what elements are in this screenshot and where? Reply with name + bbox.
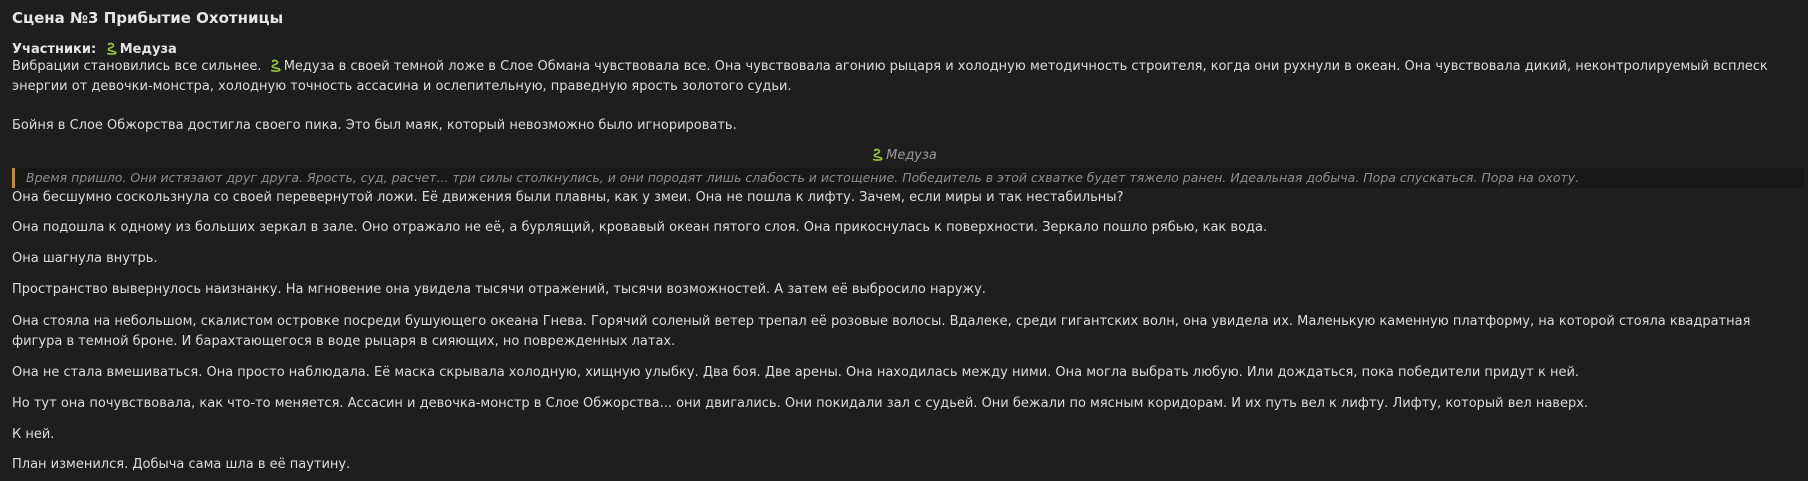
paragraph-0: Она бесшумно соскользнула со своей перевернутой ложи. Её движения были плавны, как у змеи. Она не пошла к лифту. Зачем, если миры и так нестабильны? <box>12 190 1124 205</box>
paragraph-8: План изменился. Добыча сама шла в её паутину. <box>12 457 351 472</box>
intro-before: Вибрации становились все сильнее. <box>12 59 262 74</box>
participant-medusa <box>105 42 177 57</box>
snake-icon <box>105 42 118 55</box>
snake-icon <box>871 148 884 161</box>
paragraph-6: Но тут она почувствовала, как что-то меняется. Ассасин и девочка-монстр в Слое Обжорства... они двигались. Они покидали зал с судьей. Они бежали по мясным коридорам. И их путь вел к лифту. Лифту, который вел наверх. <box>12 396 1589 411</box>
participant-name: Медуза <box>119 42 177 57</box>
intro-name: Медуза <box>283 59 335 74</box>
paragraph-4: Она стояла на небольшом, скалистом островке посреди бушующего океана Гнева. Горячий соленый ветер трепал её розовые волосы. Вдалеке, среди гигантских волн, она увидела их. Маленькую каменную платформу, на которой стояла квадратная фигура в темной броне. И барахтающегося в воде рыцаря в сияющих, но поврежденных латах. <box>12 314 1751 349</box>
intro-after: в своей темной ложе в Слое Обмана чувствовала все. Она чувствовала агонию рыцаря и холодную методичность строителя, когда они рухнули в океан. Она чувствовала дикий, неконтролируемый всплеск энергии от девочки-монстра, холодную точность ассасина и ослепительную, праведную ярость золотого судьи. <box>12 59 1768 94</box>
paragraph-1: Она подошла к одному из больших зеркал в зале. Оно отражало не её, а бурлящий, кровавый океан пятого слоя. Она прикоснулась к поверхности. Зеркало пошло рябью, как вода. <box>12 220 1268 235</box>
dialogue-speaker <box>0 147 1808 165</box>
snake-icon <box>269 59 282 72</box>
intro-paragraph <box>12 57 1784 97</box>
paragraph-2: Она шагнула внутрь. <box>12 251 158 266</box>
dialogue-quote: Время пришло. Они истязают друг друга. Ярость, суд, расчет... три силы столкнулись, и они породят лишь слабость и истощение. Победитель в этой схватке будет тяжело ранен. Идеальная добыча. Пора спускаться. Пора на охоту. <box>12 168 1804 188</box>
paragraph-3: Пространство вывернулось наизнанку. На мгновение она увидела тысячи отражений, тысячи возможностей. А затем её выбросило наружу. <box>12 282 986 297</box>
paragraph-top-0: Бойня в Слое Обжорства достигла своего пика. Это был маяк, который невозможно было игнорировать. <box>12 118 737 133</box>
page-title: Сцена №3 Прибытие Охотницы <box>12 9 284 27</box>
paragraph-7: К ней. <box>12 427 55 442</box>
participants-label: Участники: <box>12 42 97 57</box>
paragraph-5: Она не стала вмешиваться. Она просто наблюдала. Её маска скрывала холодную, хищную улыбку. Два боя. Две арены. Она находилась между ними. Она могла выбрать любую. Или дождаться, пока победители придут к ней. <box>12 365 1580 380</box>
speaker-name: Медуза <box>886 148 937 163</box>
